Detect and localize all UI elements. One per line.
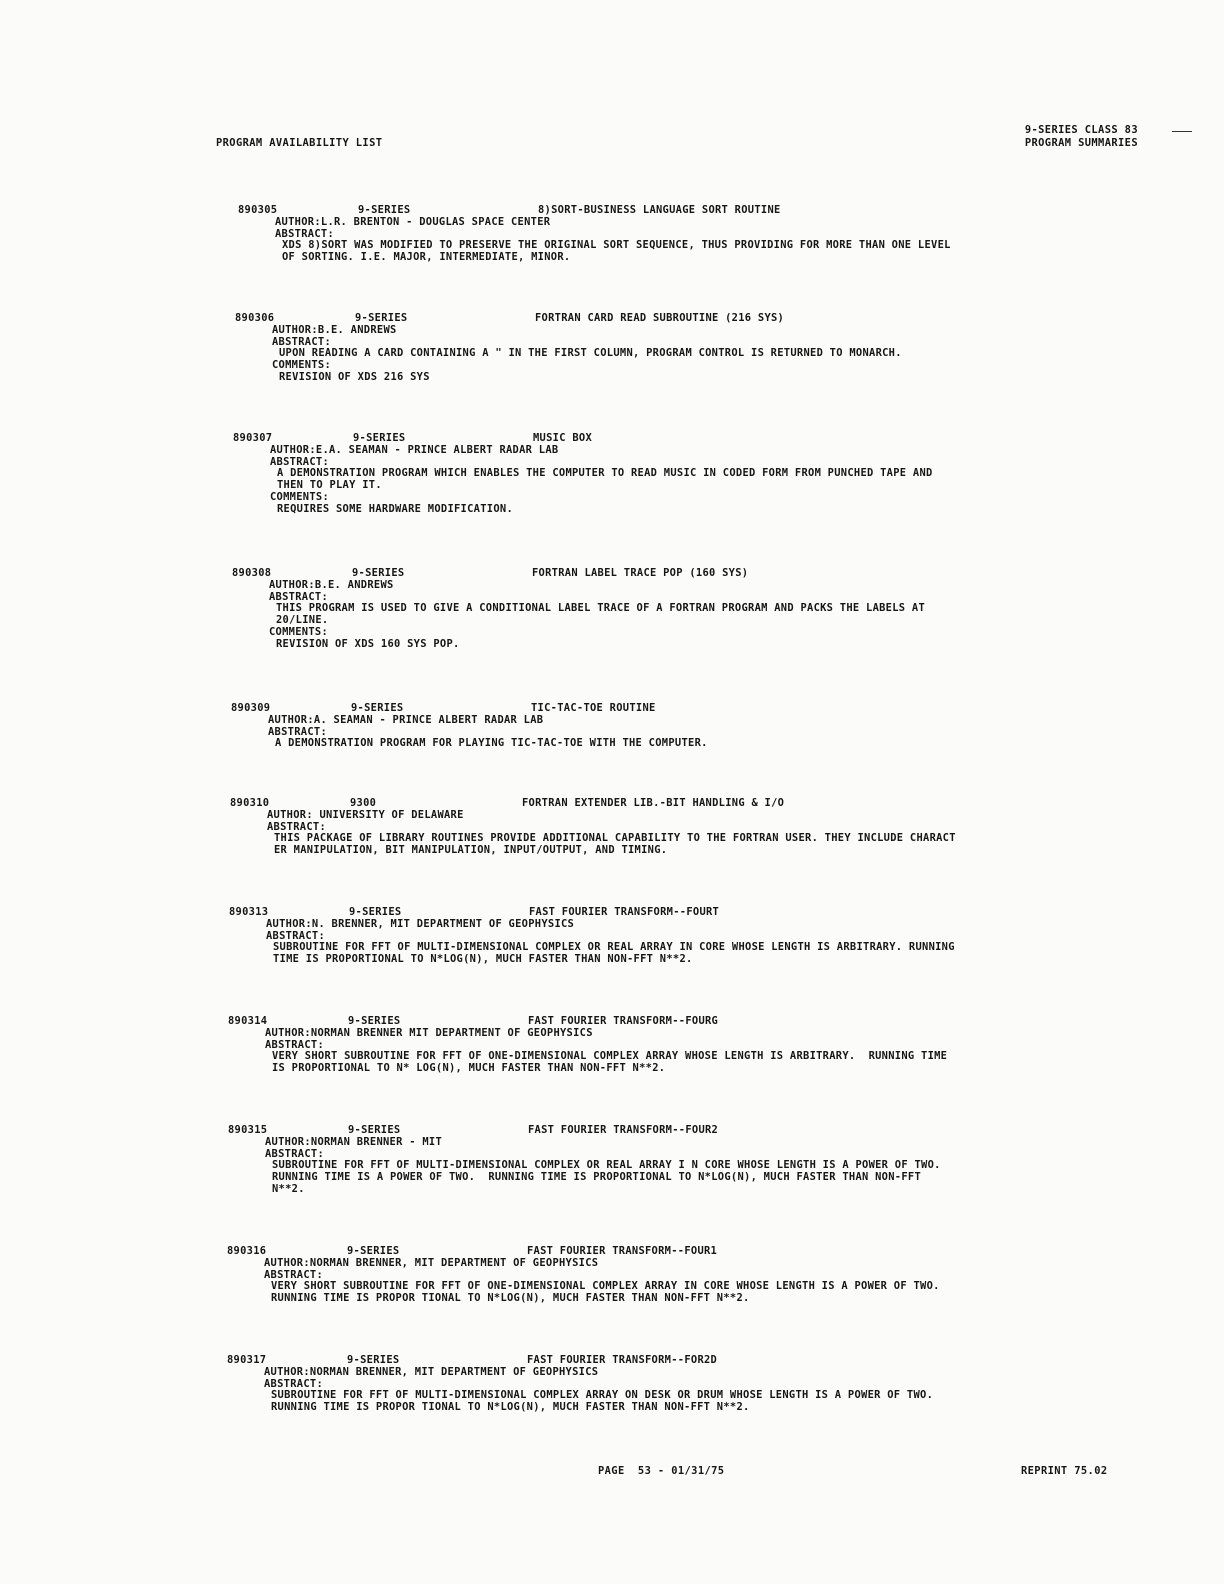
comments-line: REVISION OF XDS 160 SYS POP.	[276, 637, 460, 650]
program-author: AUTHOR:NORMAN BRENNER MIT DEPARTMENT OF GEOPHYSICS	[265, 1026, 593, 1039]
program-title: FAST FOURIER TRANSFORM--FOR2D	[527, 1354, 718, 1366]
abstract-line: N**2.	[272, 1183, 305, 1195]
program-title: FORTRAN CARD READ SUBROUTINE (216 SYS)	[535, 312, 785, 324]
program-author: AUTHOR:NORMAN BRENNER - MIT	[265, 1135, 443, 1148]
abstract-line: THEN TO PLAY IT.	[277, 479, 382, 492]
abstract-line: SUBROUTINE FOR FFT OF MULTI-DIMENSIONAL COMPLEX OR REAL ARRAY IN CORE WHOSE LENGTH IS ARBITRARY. RUNNING	[273, 941, 955, 954]
program-author: AUTHOR:N. BRENNER, MIT DEPARTMENT OF GEOPHYSICS	[266, 917, 575, 930]
abstract-line: A DEMONSTRATION PROGRAM FOR PLAYING TIC-TAC-TOE WITH THE COMPUTER.	[275, 737, 708, 750]
abstract-label: ABSTRACT:	[265, 1147, 325, 1160]
program-series: 9-SERIES	[353, 432, 406, 444]
program-number: 890305	[238, 204, 278, 216]
program-series: 9300	[350, 797, 377, 809]
program-series: 9-SERIES	[347, 1354, 400, 1366]
program-author: AUTHOR:E.A. SEAMAN - PRINCE ALBERT RADAR LAB	[270, 443, 559, 456]
abstract-line: ER MANIPULATION, BIT MANIPULATION, INPUT/OUTPUT, AND TIMING.	[274, 844, 668, 857]
abstract-label: ABSTRACT:	[266, 929, 326, 942]
abstract-line: RUNNING TIME IS PROPOR TIONAL TO N*LOG(N), MUCH FASTER THAN NON-FFT N**2.	[271, 1401, 750, 1414]
program-title: FORTRAN LABEL TRACE POP (160 SYS)	[532, 567, 749, 579]
program-title: FAST FOURIER TRANSFORM--FOUR2	[528, 1124, 719, 1136]
abstract-line: TIME IS PROPORTIONAL TO N*LOG(N), MUCH FASTER THAN NON-FFT N**2.	[273, 953, 693, 966]
abstract-label: ABSTRACT:	[272, 335, 332, 348]
program-author: AUTHOR:A. SEAMAN - PRINCE ALBERT RADAR LAB	[268, 713, 544, 726]
abstract-label: ABSTRACT:	[270, 455, 330, 468]
abstract-line: 20/LINE.	[276, 614, 329, 627]
abstract-label: ABSTRACT:	[264, 1268, 324, 1281]
program-number: 890307	[233, 432, 273, 444]
abstract-line: SUBROUTINE FOR FFT OF MULTI-DIMENSIONAL COMPLEX OR REAL ARRAY I N CORE WHOSE LENGTH IS A POWER OF TWO.	[272, 1159, 941, 1172]
abstract-line: RUNNING TIME IS PROPOR TIONAL TO N*LOG(N), MUCH FASTER THAN NON-FFT N**2.	[271, 1292, 750, 1305]
abstract-label: ABSTRACT:	[265, 1038, 325, 1051]
program-author: AUTHOR: UNIVERSITY OF DELAWARE	[267, 808, 464, 821]
program-title: 8)SORT-BUSINESS LANGUAGE SORT ROUTINE	[538, 204, 781, 216]
abstract-label: ABSTRACT:	[268, 725, 328, 738]
program-series: 9-SERIES	[347, 1245, 400, 1257]
program-series: 9-SERIES	[348, 1015, 401, 1027]
program-series: 9-SERIES	[351, 702, 404, 714]
comments-label: COMMENTS:	[269, 626, 329, 638]
program-series: 9-SERIES	[355, 312, 408, 324]
page-header-class: 9-SERIES CLASS 83	[1024, 124, 1138, 136]
abstract-line: VERY SHORT SUBROUTINE FOR FFT OF ONE-DIMENSIONAL COMPLEX ARRAY WHOSE LENGTH IS ARBITRARY. RUNNING TIME	[272, 1050, 948, 1063]
abstract-label: ABSTRACT:	[264, 1377, 324, 1390]
program-title: FAST FOURIER TRANSFORM--FOURT	[529, 906, 720, 918]
comments-line: REQUIRES SOME HARDWARE MODIFICATION.	[277, 502, 514, 515]
program-series: 9-SERIES	[348, 1124, 401, 1136]
program-series: 9-SERIES	[349, 906, 402, 918]
page-header-subtitle: PROGRAM SUMMARIES	[1024, 137, 1138, 149]
abstract-line: OF SORTING. I.E. MAJOR, INTERMEDIATE, MINOR.	[282, 251, 571, 264]
program-number: 890317	[227, 1354, 267, 1366]
page-footer-reprint: REPRINT 75.02	[1021, 1465, 1108, 1477]
abstract-label: ABSTRACT:	[269, 590, 329, 603]
program-number: 890310	[230, 797, 270, 809]
program-title: MUSIC BOX	[533, 432, 593, 444]
page-footer-page: PAGE 53 - 01/31/75	[598, 1465, 725, 1477]
program-author: AUTHOR:B.E. ANDREWS	[272, 323, 397, 336]
abstract-line: XDS 8)SORT WAS MODIFIED TO PRESERVE THE ORIGINAL SORT SEQUENCE, THUS PROVIDING FOR MORE THAN ONE LEVEL	[282, 239, 951, 252]
program-number: 890306	[235, 312, 275, 324]
abstract-label: ABSTRACT:	[267, 820, 327, 833]
comments-line: REVISION OF XDS 216 SYS	[279, 371, 430, 383]
comments-label: COMMENTS:	[272, 359, 332, 372]
program-author: AUTHOR:L.R. BRENTON - DOUGLAS SPACE CENTER	[275, 215, 551, 228]
abstract-line: IS PROPORTIONAL TO N* LOG(N), MUCH FASTER THAN NON-FFT N**2.	[272, 1062, 666, 1075]
program-author: AUTHOR:NORMAN BRENNER, MIT DEPARTMENT OF GEOPHYSICS	[264, 1365, 599, 1378]
abstract-line: SUBROUTINE FOR FFT OF MULTI-DIMENSIONAL COMPLEX ARRAY ON DESK OR DRUM WHOSE LENGTH IS A POWER OF TWO.	[271, 1389, 934, 1402]
program-title: FAST FOURIER TRANSFORM--FOURG	[528, 1015, 719, 1027]
program-title: FORTRAN EXTENDER LIB.-BIT HANDLING & I/O	[522, 797, 785, 809]
program-number: 890309	[231, 702, 271, 714]
program-number: 890314	[228, 1015, 268, 1027]
abstract-line: UPON READING A CARD CONTAINING A " IN THE FIRST COLUMN, PROGRAM CONTROL IS RETURNED TO MONARCH.	[279, 347, 902, 360]
abstract-line: THIS PROGRAM IS USED TO GIVE A CONDITIONAL LABEL TRACE OF A FORTRAN PROGRAM AND PACKS THE LABELS AT	[276, 602, 926, 615]
abstract-line: A DEMONSTRATION PROGRAM WHICH ENABLES THE COMPUTER TO READ MUSIC IN CODED FORM FROM PUNCHED TAPE AND	[277, 467, 933, 480]
abstract-label: ABSTRACT:	[275, 227, 335, 240]
abstract-line: VERY SHORT SUBROUTINE FOR FFT OF ONE-DIMENSIONAL COMPLEX ARRAY IN CORE WHOSE LENGTH IS A POWER OF TWO.	[271, 1280, 940, 1293]
program-author: AUTHOR:NORMAN BRENNER, MIT DEPARTMENT OF GEOPHYSICS	[264, 1256, 599, 1269]
program-series: 9-SERIES	[352, 567, 405, 579]
comments-label: COMMENTS:	[270, 491, 330, 503]
abstract-line: RUNNING TIME IS A POWER OF TWO. RUNNING TIME IS PROPORTIONAL TO N*LOG(N), MUCH FASTER THAN NON-FFT	[272, 1171, 922, 1184]
program-number: 890308	[232, 567, 272, 579]
abstract-line: THIS PACKAGE OF LIBRARY ROUTINES PROVIDE ADDITIONAL CAPABILITY TO THE FORTRAN USER. THEY INCLUDE CHARACT	[274, 832, 956, 845]
margin-mark	[1172, 131, 1192, 132]
page-header-title: PROGRAM AVAILABILITY LIST	[216, 137, 383, 149]
program-title: TIC-TAC-TOE ROUTINE	[531, 702, 656, 714]
program-number: 890315	[228, 1124, 268, 1136]
program-number: 890313	[229, 906, 269, 918]
program-number: 890316	[227, 1245, 267, 1257]
program-series: 9-SERIES	[358, 204, 411, 216]
program-title: FAST FOURIER TRANSFORM--FOUR1	[527, 1245, 718, 1257]
program-author: AUTHOR:B.E. ANDREWS	[269, 578, 394, 591]
